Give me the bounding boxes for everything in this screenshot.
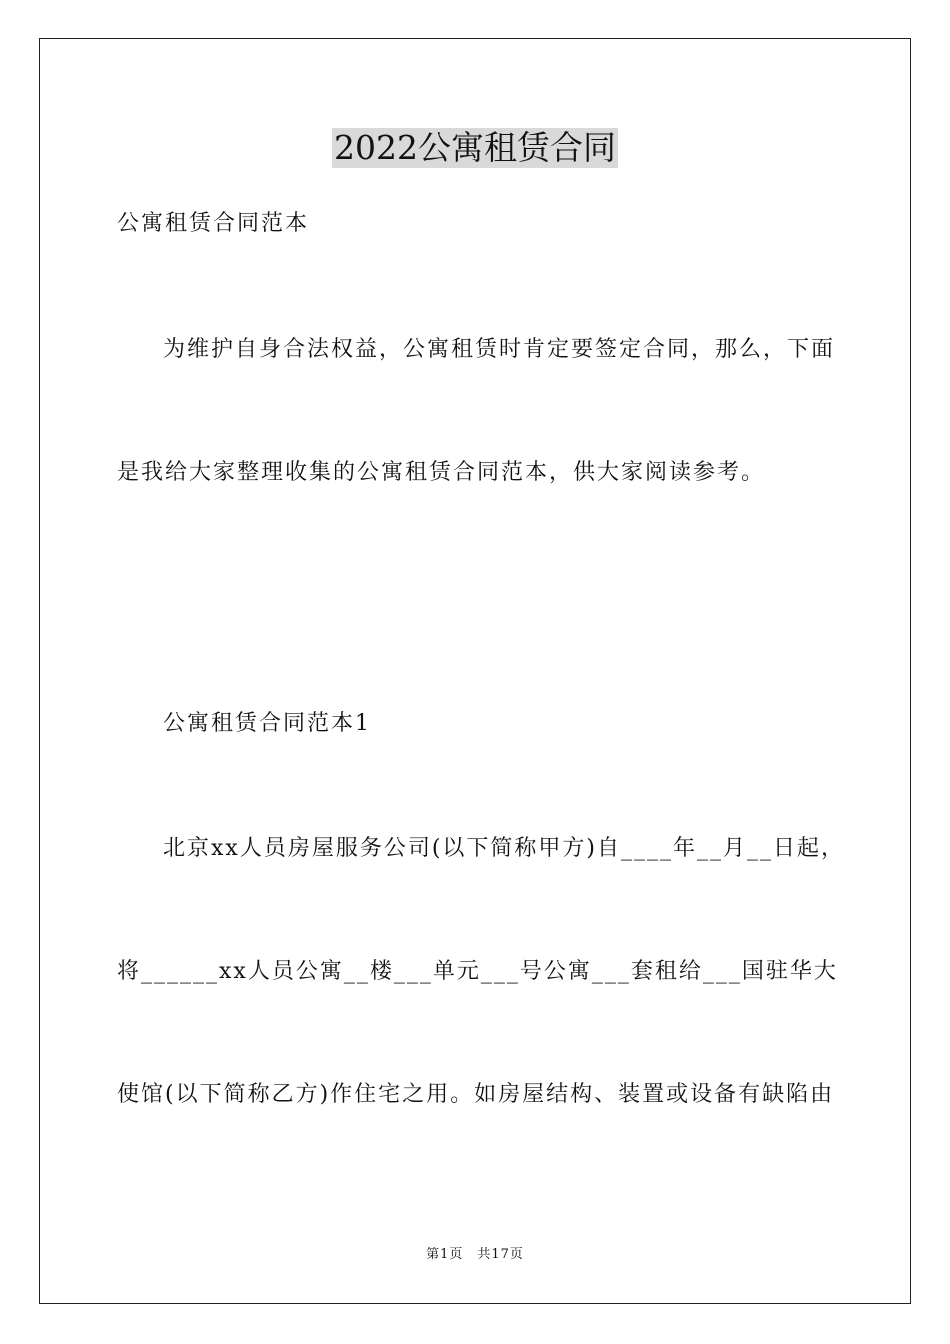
document-title: 2022公寓租赁合同	[334, 128, 616, 167]
paragraph-line: 是我给大家整理收集的公寓租赁合同范本，供大家阅读参考。	[117, 460, 766, 485]
paragraph-line: 将______xx人员公寓__楼___单元___号公寓___套租给___国驻华大	[117, 959, 838, 984]
page-footer	[0, 1247, 950, 1263]
paragraph-line: 北京xx人员房屋服务公司(以下简称甲方)自____年__月__日起，	[163, 836, 845, 861]
paragraph-line: 使馆(以下简称乙方)作住宅之用。如房屋结构、装置或设备有缺陷由	[117, 1082, 835, 1107]
paragraph-line: 为维护自身合法权益，公寓租赁时肯定要签定合同，那么，下面	[163, 337, 836, 362]
subtitle-line: 公寓租赁合同范本	[117, 211, 310, 236]
title-wrap	[0, 128, 950, 168]
page-total: 共17页	[477, 1247, 524, 1262]
section-heading: 公寓租赁合同范本1	[163, 711, 371, 736]
page-number: 第1页	[426, 1247, 464, 1262]
